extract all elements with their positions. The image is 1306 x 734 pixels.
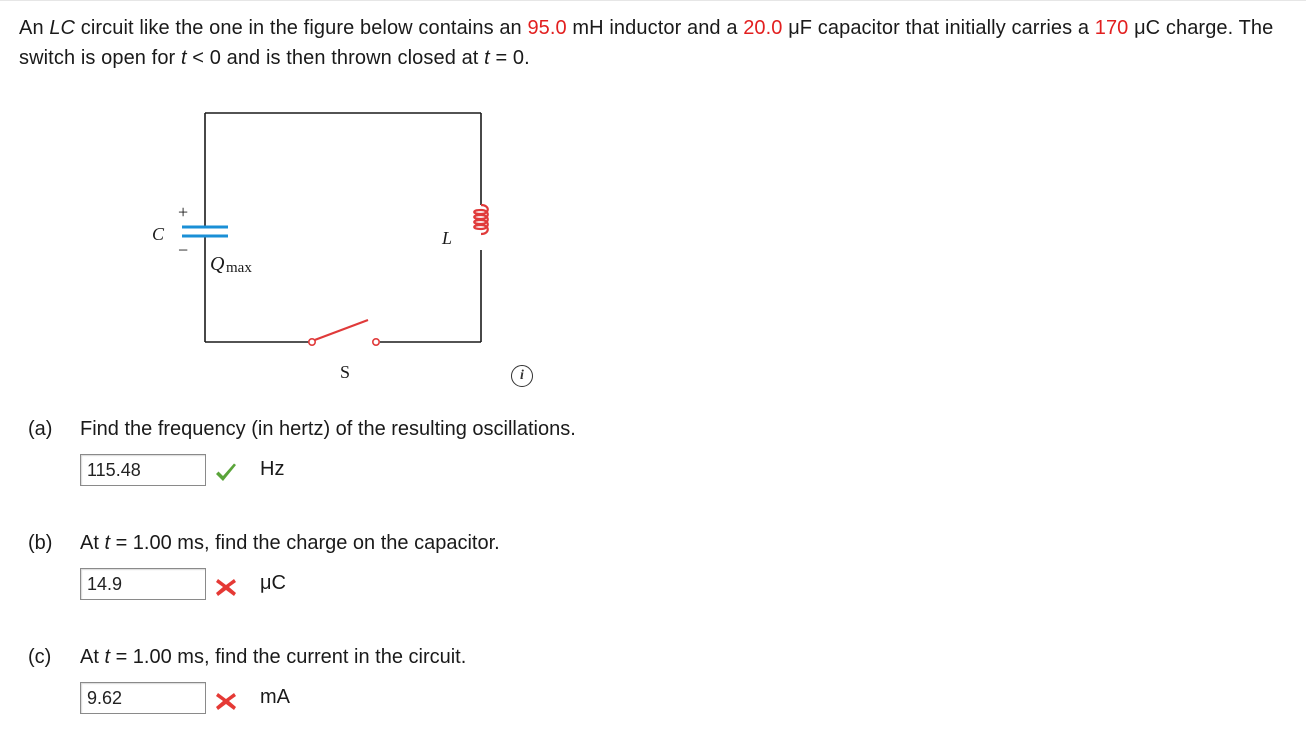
plus-sign: + [178, 202, 189, 222]
part-a-answer-input[interactable] [80, 454, 206, 486]
lc-circuit-figure [140, 100, 540, 390]
switch-contact-left [309, 339, 315, 345]
part-c-label: (c) [28, 646, 52, 668]
part-b-label: (b) [28, 532, 53, 554]
problem-statement: An LC circuit like the one in the figure below contains an 95.0 mH inductor and a 20.0 μF capacitor that initially carries a 170 μC charge. The switch is open for t < 0 and is then thrown closed at t = 0. [19, 17, 1274, 69]
x-icon [214, 690, 238, 712]
top-divider [0, 0, 1306, 1]
inductor-coil [474, 205, 488, 234]
x-icon [214, 576, 238, 598]
part-b-question: At t = 1.00 ms, find the charge on the capacitor. [80, 532, 500, 554]
check-icon [214, 462, 238, 484]
qmax-label-q: Q [210, 253, 225, 275]
part-c-unit: mA [260, 686, 290, 708]
part-a-question: Find the frequency (in hertz) of the resulting oscillations. [80, 418, 576, 440]
qmax-label-subscript: max [226, 260, 252, 276]
inductance-value: 95.0 [527, 17, 567, 39]
info-icon[interactable]: i [511, 365, 533, 387]
inductor-label: L [442, 228, 453, 248]
switch-blade [312, 320, 368, 341]
minus-sign: − [178, 240, 189, 260]
part-a-label: (a) [28, 418, 53, 440]
part-c-answer-input[interactable] [80, 682, 206, 714]
part-c-question: At t = 1.00 ms, find the current in the circuit. [80, 646, 467, 668]
part-b-unit: μC [260, 572, 286, 594]
capacitance-value: 20.0 [743, 17, 783, 39]
switch-label: S [340, 362, 351, 382]
part-b-answer-input[interactable] [80, 568, 206, 600]
switch-contact-right [373, 339, 379, 345]
part-a-unit: Hz [260, 458, 285, 480]
capacitor-label: C [152, 224, 165, 244]
charge-value: 170 [1094, 17, 1129, 39]
